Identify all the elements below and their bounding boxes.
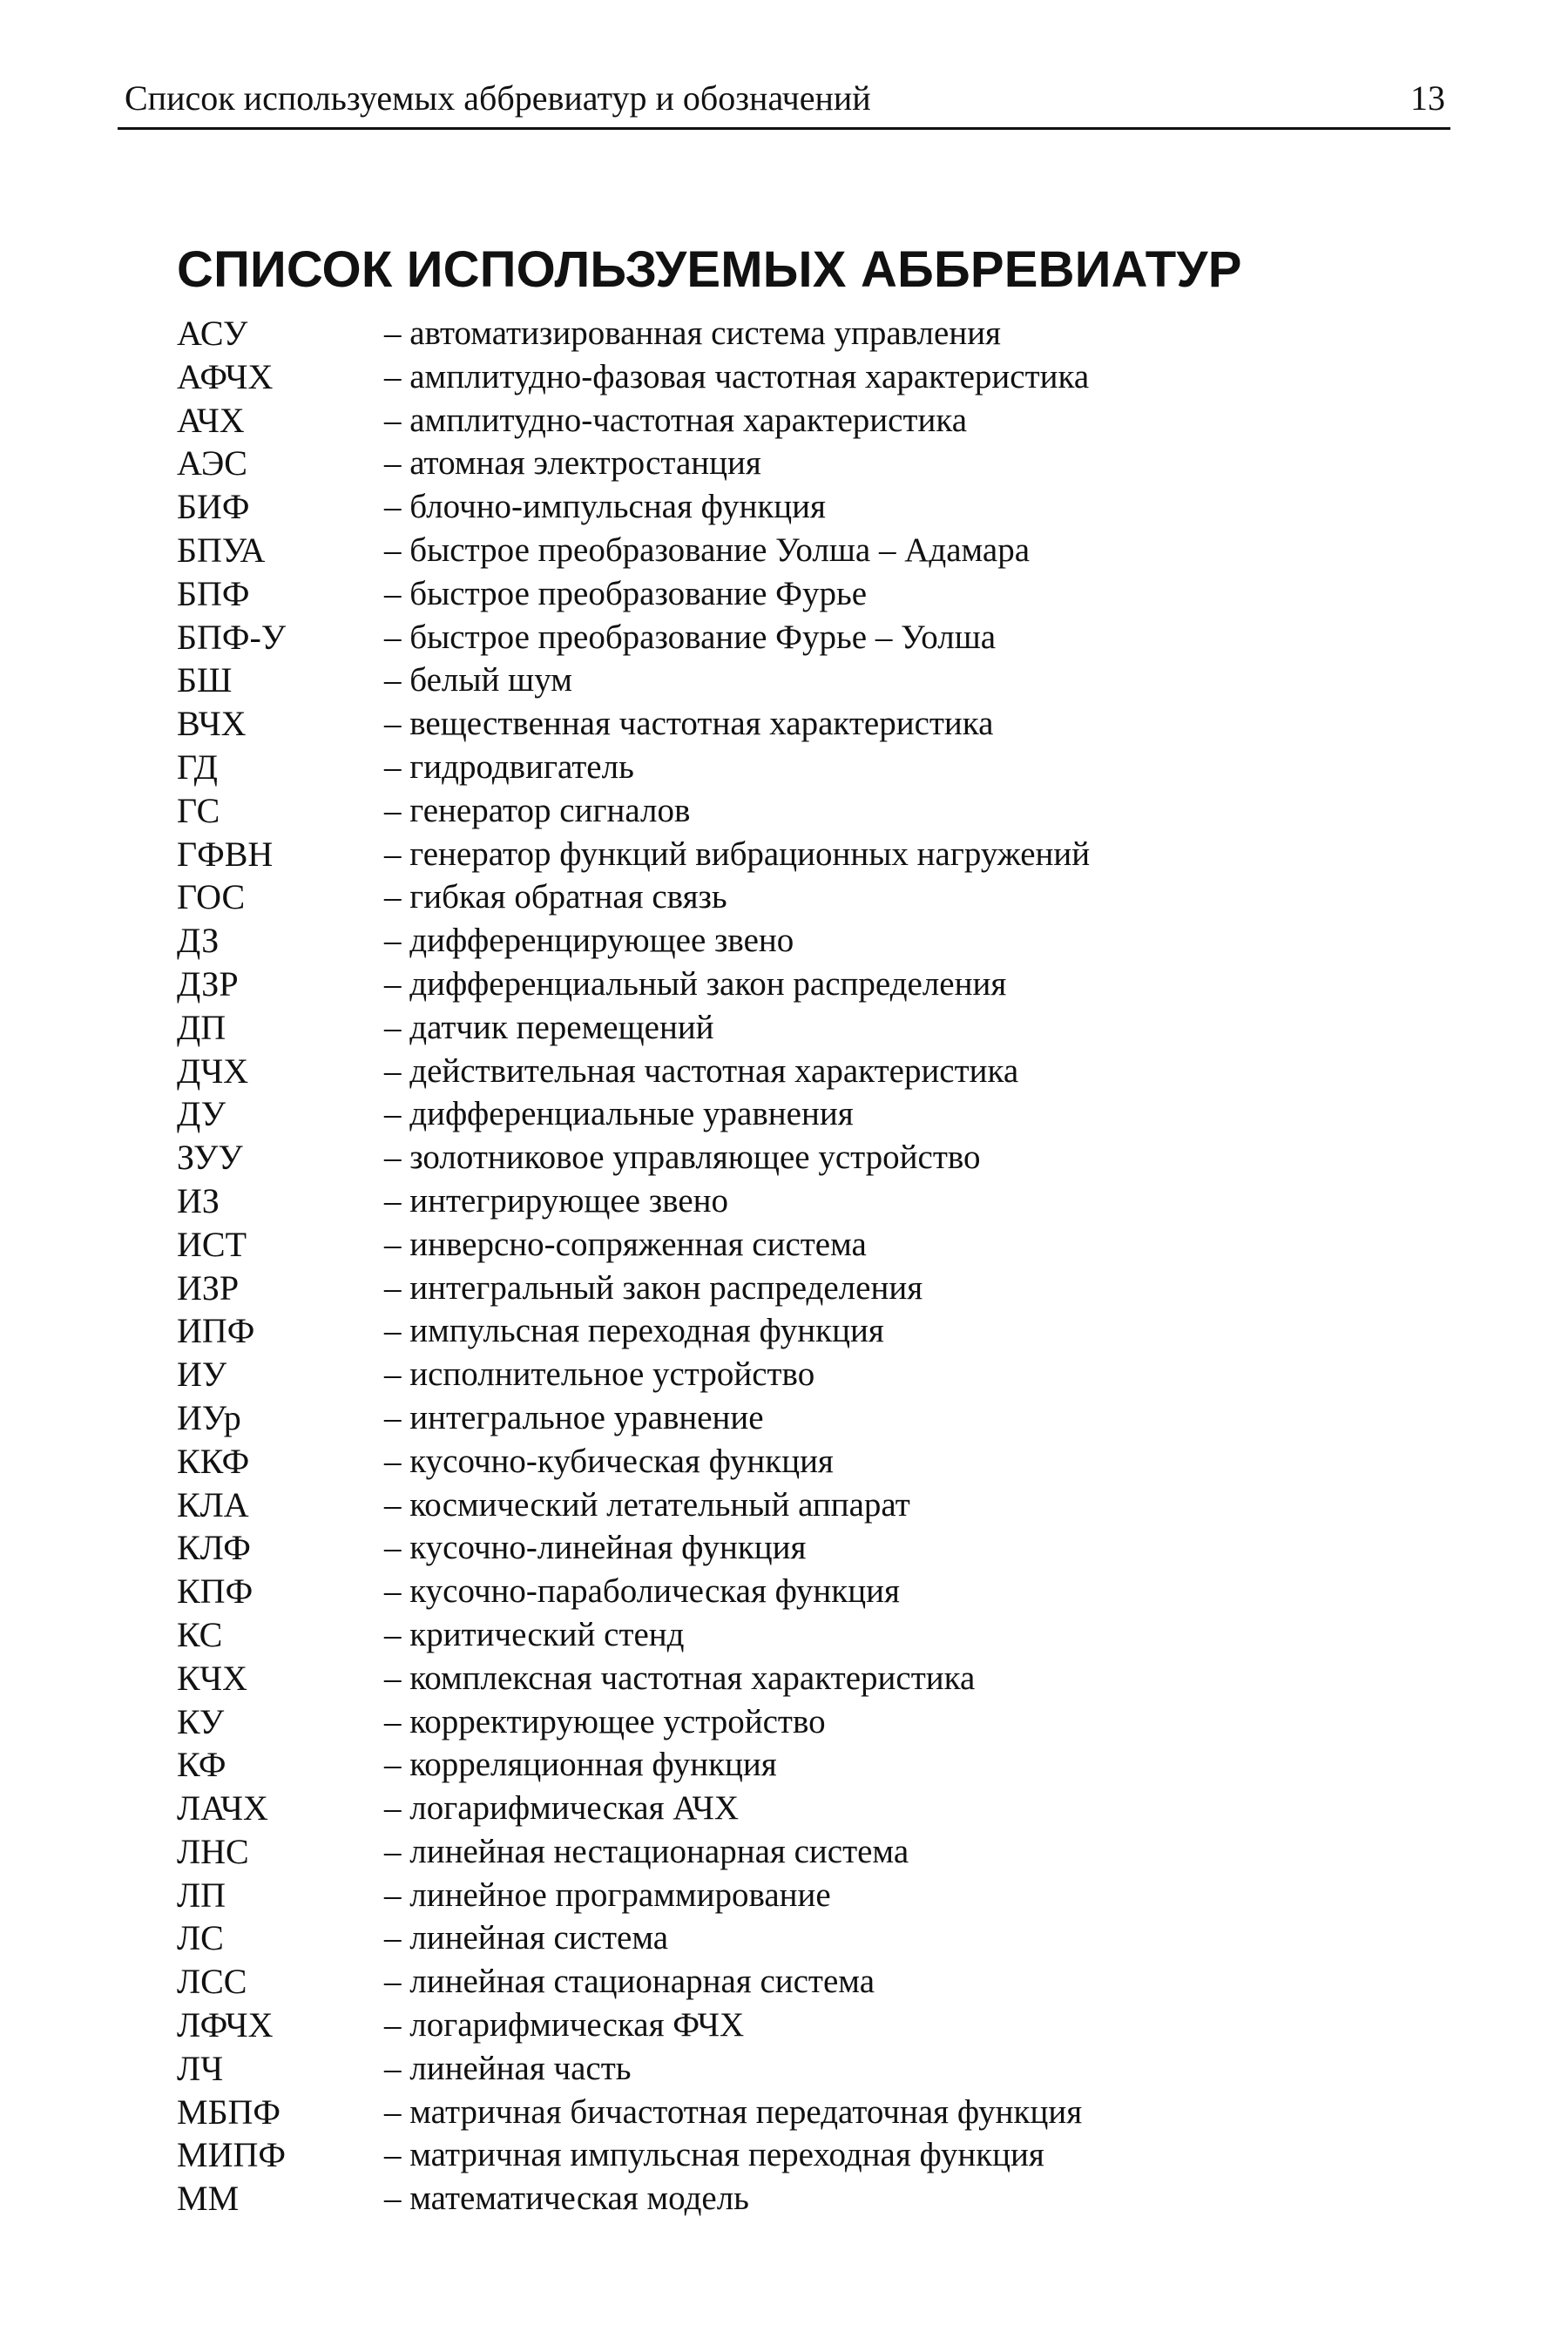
- abbreviation-row: [177, 442, 1440, 485]
- abbreviation-row: [177, 746, 1440, 789]
- running-header: [118, 73, 1450, 130]
- abbreviation-definition: – кусочно-кубическая функция: [384, 1442, 834, 1480]
- abbreviation-definition: – генератор сигналов: [384, 791, 691, 829]
- abbreviation-definition: – дифференцирующее звено: [384, 922, 794, 960]
- abbreviation-row: [177, 1657, 1440, 1700]
- abbreviation-definition: – исполнительное устройство: [384, 1355, 815, 1394]
- abbreviation-term: ЛЧ: [177, 2048, 224, 2088]
- abbreviation-row: [177, 1223, 1440, 1267]
- abbreviation-row: [177, 789, 1440, 833]
- abbreviation-term: ЛНС: [177, 1831, 249, 1871]
- abbreviation-row: [177, 1050, 1440, 1093]
- abbreviation-row: [177, 875, 1440, 919]
- abbreviation-definition: – логарифмическая АЧХ: [384, 1789, 740, 1828]
- abbreviation-definition: – амплитудно-частотная характеристика: [384, 401, 968, 439]
- abbreviation-row: [177, 2091, 1440, 2134]
- abbreviation-row: [177, 2004, 1440, 2047]
- abbreviation-row: [177, 1353, 1440, 1396]
- abbreviation-term: ГОС: [177, 877, 246, 917]
- abbreviation-term: ДЗР: [177, 963, 239, 1004]
- abbreviation-term: ИЗ: [177, 1180, 220, 1220]
- abbreviation-definition: – корреляционная функция: [384, 1746, 777, 1784]
- abbreviation-definition: – гибкая обратная связь: [384, 878, 727, 916]
- abbreviation-term: ГД: [177, 747, 218, 787]
- abbreviation-definition: – критический стенд: [384, 1615, 685, 1653]
- abbreviation-definition: – интегрирующее звено: [384, 1181, 729, 1220]
- abbreviation-term: ИПФ: [177, 1311, 255, 1351]
- abbreviation-term: ИЗР: [177, 1267, 240, 1308]
- abbreviation-term: ЛП: [177, 1875, 226, 1915]
- abbreviation-term: КУ: [177, 1701, 225, 1741]
- abbreviation-definition: – золотниковое управляющее устройство: [384, 1139, 981, 1177]
- abbreviation-term: ЛСС: [177, 1962, 247, 2002]
- abbreviation-term: БПФ-У: [177, 617, 287, 657]
- abbreviation-row: [177, 1526, 1440, 1570]
- abbreviation-term: БПФ: [177, 573, 250, 613]
- abbreviation-definition: – датчик перемещений: [384, 1008, 714, 1046]
- abbreviation-definition: – матричная бичастотная передаточная функция: [384, 2092, 1083, 2131]
- abbreviation-row: [177, 572, 1440, 616]
- abbreviation-term: АЭС: [177, 443, 247, 483]
- abbreviation-term: ИУ: [177, 1355, 227, 1395]
- abbreviation-row: [177, 355, 1440, 399]
- abbreviation-term: АЧХ: [177, 400, 245, 440]
- abbreviation-definition: – кусочно-параболическая функция: [384, 1572, 900, 1611]
- abbreviation-term: БШ: [177, 660, 233, 700]
- abbreviation-definition: – линейное программирование: [384, 1876, 831, 1914]
- abbreviation-row: [177, 529, 1440, 572]
- abbreviation-definition: – дифференциальные уравнения: [384, 1095, 854, 1133]
- abbreviation-term: АФЧХ: [177, 356, 274, 396]
- abbreviation-row: [177, 1874, 1440, 1917]
- abbreviation-definition: – линейная часть: [384, 2049, 632, 2087]
- abbreviation-term: ДП: [177, 1007, 226, 1047]
- abbreviation-definition: – логарифмическая ФЧХ: [384, 2006, 745, 2044]
- abbreviation-definition: – математическая модель: [384, 2180, 749, 2218]
- abbreviation-term: АСУ: [177, 314, 248, 353]
- abbreviation-row: [177, 1484, 1440, 1527]
- abbreviation-definition: – корректирующее устройство: [384, 1702, 826, 1740]
- abbreviation-term: ДЧХ: [177, 1051, 249, 1091]
- abbreviation-definition: – вещественная частотная характеристика: [384, 705, 994, 743]
- abbreviation-term: КС: [177, 1614, 223, 1654]
- abbreviation-row: [177, 1136, 1440, 1179]
- abbreviation-row: [177, 963, 1440, 1006]
- abbreviation-row: [177, 1570, 1440, 1613]
- abbreviation-definition: – инверсно-сопряженная система: [384, 1225, 867, 1263]
- abbreviation-definition: – линейная стационарная система: [384, 1963, 875, 2001]
- abbreviation-definition: – атомная электростанция: [384, 444, 761, 483]
- abbreviation-definition: – интегральный закон распределения: [384, 1268, 923, 1307]
- abbreviation-term: ЗУУ: [177, 1138, 243, 1178]
- abbreviation-term: КЛА: [177, 1484, 249, 1524]
- abbreviation-term: КЧХ: [177, 1658, 248, 1698]
- abbreviation-definition: – быстрое преобразование Фурье: [384, 574, 868, 612]
- abbreviation-row: [177, 1613, 1440, 1657]
- abbreviation-definition: – автоматизированная система управления: [384, 314, 1001, 352]
- abbreviation-term: БПУА: [177, 530, 266, 570]
- abbreviation-term: ДУ: [177, 1094, 226, 1134]
- abbreviation-definition: – действительная частотная характеристика: [384, 1051, 1019, 1090]
- abbreviation-definition: – космический летательный аппарат: [384, 1485, 910, 1524]
- abbreviation-row: [177, 1309, 1440, 1353]
- abbreviation-definition: – быстрое преобразование Фурье – Уолша: [384, 618, 997, 656]
- abbreviation-row: [177, 312, 1440, 355]
- abbreviation-term: ГФВН: [177, 834, 274, 874]
- abbreviation-definition: – комплексная частотная характеристика: [384, 1659, 976, 1697]
- abbreviation-row: [177, 1787, 1440, 1830]
- abbreviation-term: МИПФ: [177, 2135, 286, 2175]
- abbreviation-term: ККФ: [177, 1441, 250, 1481]
- abbreviation-row: [177, 1179, 1440, 1223]
- abbreviation-term: КПФ: [177, 1571, 253, 1612]
- abbreviation-definition: – белый шум: [384, 661, 572, 700]
- abbreviation-term: ИУр: [177, 1397, 241, 1437]
- abbreviation-term: ММ: [177, 2179, 240, 2219]
- abbreviation-term: ЛФЧХ: [177, 2005, 274, 2045]
- abbreviation-definition: – амплитудно-фазовая частотная характеристика: [384, 357, 1090, 395]
- abbreviation-definition: – быстрое преобразование Уолша – Адамара: [384, 531, 1031, 569]
- abbreviation-term: ВЧХ: [177, 704, 247, 744]
- abbreviation-row: [177, 1006, 1440, 1050]
- abbreviation-row: [177, 1916, 1440, 1960]
- abbreviation-row: [177, 659, 1440, 702]
- page-number: 13: [1410, 78, 1445, 118]
- abbreviation-row: [177, 1092, 1440, 1136]
- abbreviation-term: ДЗ: [177, 921, 220, 961]
- section-title: СПИСОК ИСПОЛЬЗУЕМЫХ АББРЕВИАТУР: [177, 241, 1242, 298]
- abbreviation-definition: – интегральное уравнение: [384, 1398, 764, 1436]
- abbreviation-row: [177, 616, 1440, 659]
- abbreviation-definition: – блочно-импульсная функция: [384, 488, 826, 526]
- abbreviation-row: [177, 702, 1440, 746]
- abbreviation-definition: – гидродвигатель: [384, 747, 634, 786]
- abbreviation-term: ИСТ: [177, 1224, 247, 1264]
- abbreviation-definition: – линейная нестационарная система: [384, 1832, 909, 1870]
- abbreviation-row: [177, 1830, 1440, 1874]
- abbreviation-row: [177, 1440, 1440, 1484]
- abbreviation-row: [177, 1960, 1440, 2004]
- abbreviation-row: [177, 1700, 1440, 1744]
- abbreviation-row: [177, 485, 1440, 529]
- abbreviation-definition: – линейная система: [384, 1919, 669, 1957]
- abbreviation-row: [177, 2047, 1440, 2091]
- abbreviation-row: [177, 1267, 1440, 1310]
- abbreviation-definition: – импульсная переходная функция: [384, 1312, 884, 1350]
- abbreviation-row: [177, 919, 1440, 963]
- abbreviation-term: БИФ: [177, 487, 250, 527]
- abbreviation-definition: – матричная импульсная переходная функция: [384, 2136, 1044, 2174]
- abbreviation-row: [177, 2177, 1440, 2220]
- abbreviation-row: [177, 1396, 1440, 1440]
- abbreviation-term: ЛС: [177, 1918, 224, 1958]
- abbreviation-row: [177, 399, 1440, 443]
- abbreviation-term: ГС: [177, 790, 220, 830]
- abbreviation-term: ЛАЧХ: [177, 1788, 268, 1828]
- abbreviation-row: [177, 833, 1440, 876]
- abbreviation-row: [177, 2133, 1440, 2177]
- abbreviation-row: [177, 1743, 1440, 1787]
- running-title: Список используемых аббревиатур и обозначений: [125, 78, 871, 118]
- abbreviation-definition: – кусочно-линейная функция: [384, 1529, 807, 1567]
- abbreviation-term: КФ: [177, 1745, 226, 1785]
- abbreviation-definition: – генератор функций вибрационных нагружений: [384, 835, 1091, 873]
- abbreviation-term: КЛФ: [177, 1528, 251, 1568]
- abbreviation-term: МБПФ: [177, 2092, 281, 2132]
- abbreviation-definition: – дифференциальный закон распределения: [384, 964, 1007, 1003]
- abbreviation-list: [177, 312, 1440, 2220]
